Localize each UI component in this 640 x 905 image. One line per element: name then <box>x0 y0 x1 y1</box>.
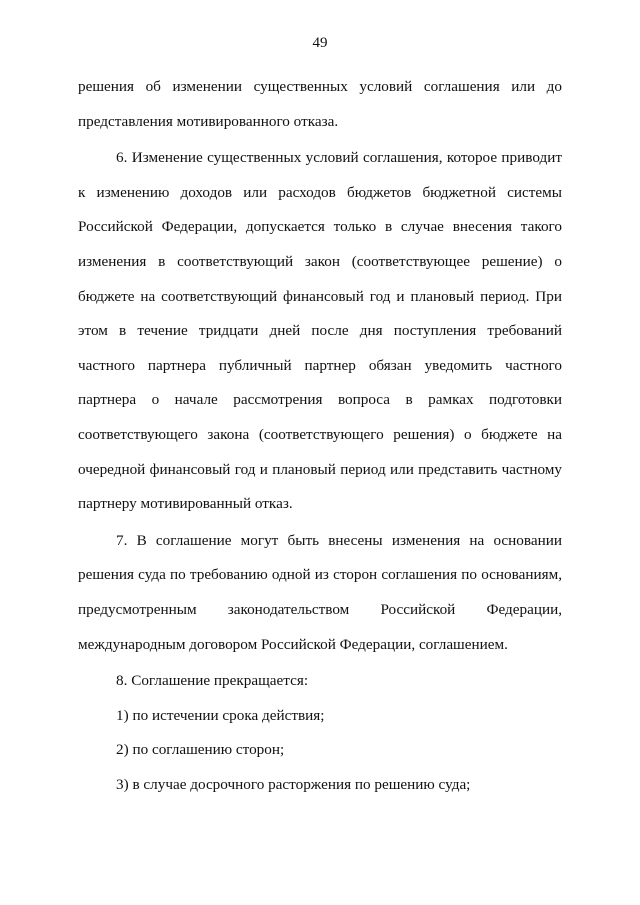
paragraph-item-6: 6. Изменение существенных условий соглашения, которое приводит к изменению доходов или расходов бюджетов бюджетной системы Российской Федерации, допускается только в случае внесения такого изменения в соответствующий закон (соответствующее решение) о бюджете на соответствующий финансовый год и плановый период. При этом в течение тридцати дней после дня поступления требований частного партнера публичный партнер обязан уведомить частного партнера о начале рассмотрения вопроса в рамках подготовки соответствующего закона (соответствующего решения) о бюджете на очередной финансовый год и плановый период или представить частному партнеру мотивированный отказ. <box>78 149 562 513</box>
paragraph-item-8: 8. Соглашение прекращается: <box>116 672 309 690</box>
paragraph-item-7: 7. В соглашение могут быть внесены изменения на основании решения суда по требованию одной из сторон соглашения по основаниям, предусмотренным законодательством Российской Федерации, международным договором Российской Федерации, соглашением. <box>78 531 562 653</box>
paragraph-continuation: решения об изменении существенных условий соглашения или до представления мотивированного отказа. <box>78 78 562 130</box>
list-item-3: 3) в случае досрочного расторжения по решению суда; <box>116 775 471 793</box>
page-number: 49 <box>312 35 328 51</box>
document-body <box>78 70 562 802</box>
list-item-1: 1) по истечении срока действия; <box>116 706 325 724</box>
list-item-2: 2) по соглашению сторон; <box>116 741 285 759</box>
